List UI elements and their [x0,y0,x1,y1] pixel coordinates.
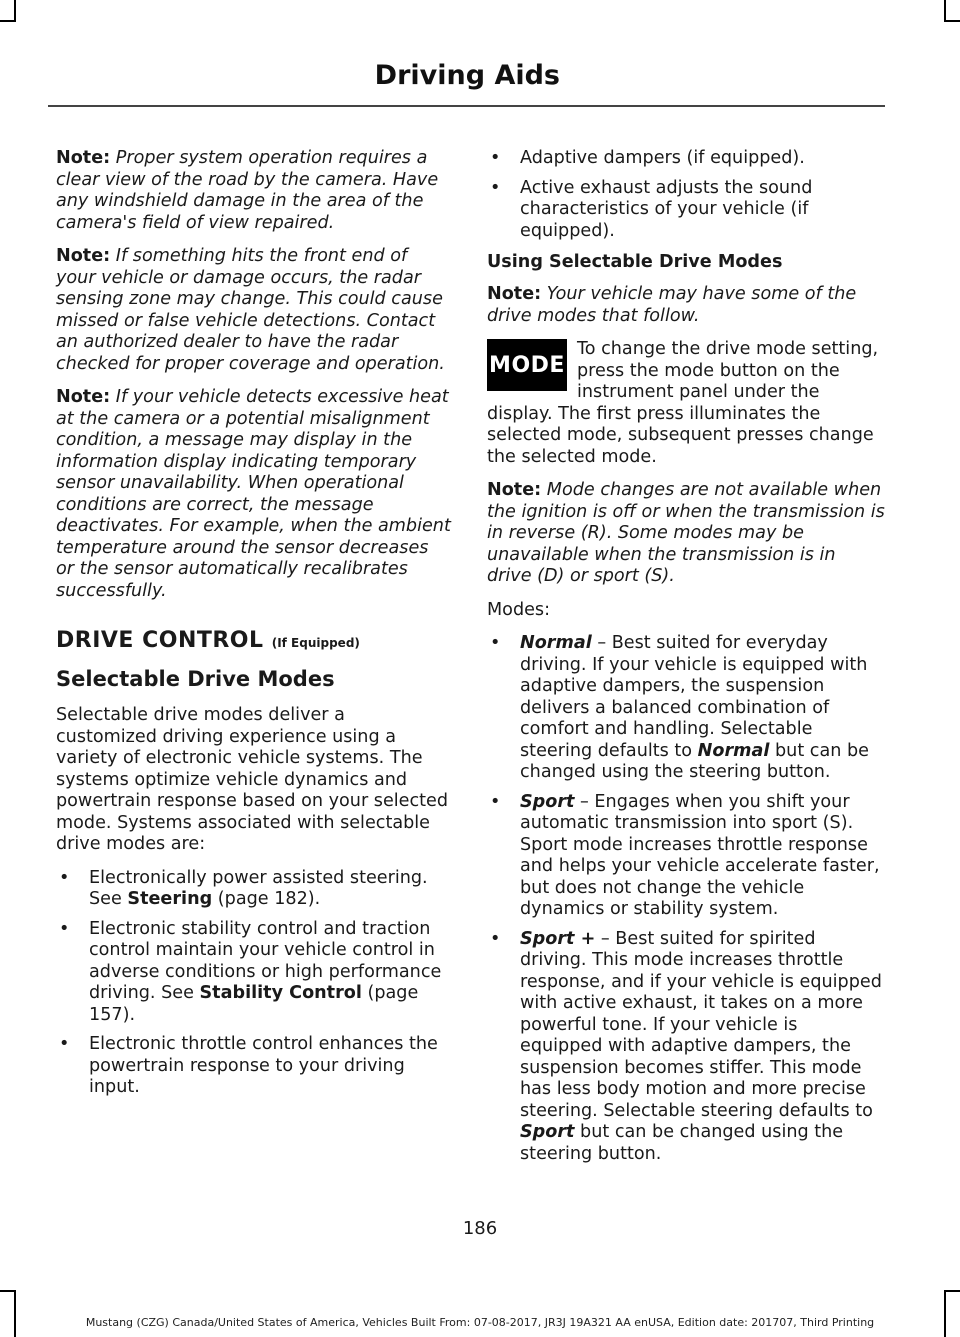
right-column [487,148,885,1175]
using-modes-heading: Using Selectable Drive Modes [487,252,783,272]
note-radar-damage [56,246,451,375]
header-divider [48,105,885,107]
note-text: Your vehicle may have some of the drive modes that follow. [487,284,857,326]
mode-instructions: To change the drive mode setting, press the mode button on the instrument panel under the display. The first press illuminates the selected mode, subsequent presses change the selected mode. [487,339,879,467]
note-excessive-heat [56,387,451,602]
note-label: Note: [56,148,111,168]
stability-control-link[interactable]: Stability Control [199,983,362,1003]
note-camera-view [56,148,451,234]
list-item-text: Electronic stability control and traction control maintain your vehicle control in adverse conditions or high performance driving. See [89,918,442,1003]
note-label: Note: [56,387,111,407]
page-header-title: Driving Aids [374,60,560,91]
mode-description-tail: but can be changed using the steering button. [520,1122,844,1164]
mode-name: Normal [520,633,592,653]
crop-mark-top-left-h [0,20,14,22]
modes-list [487,633,885,1165]
note-label: Note: [56,246,111,266]
mode-item-normal [487,633,885,784]
steering-link[interactable]: Steering [127,889,213,909]
mode-description: – Best suited for spirited driving. This mode increases throttle response, and if your vehicle is equipped with active exhaust, it takes on a more powerful tone. If your vehicle is equipped with adaptive dampers, the suspension becomes stiffer. This mode has less body motion and more precise steering. Selectable steering defaults to [520,928,882,1121]
mode-item-sport [487,792,885,921]
section-title [56,628,451,653]
mode-description-tail: but can be changed using the steering button. [520,740,869,782]
systems-list-continued [487,148,885,242]
list-item [56,919,451,1027]
crop-mark-bottom-right-h [946,1290,960,1292]
list-item: • Active exhaust adjusts the sound characteristics of your vehicle (if equipped). [487,178,885,243]
mode-inline-name: Sport [520,1122,575,1142]
crop-mark-top-right-h [946,20,960,22]
crop-mark-bottom-left [14,1290,16,1337]
list-item-text: Electronically power assisted steering. See [89,867,428,909]
page-number: 186 [462,1218,498,1239]
modes-label: Modes: [487,599,551,620]
note-label: Note: [487,480,542,500]
note-label: Note: [487,284,542,304]
mode-description: – Engages when you shift your automatic transmission into sport (S). Sport mode increases throttle response and helps your vehicle accelerate faster, but does not change the vehicle dynamics or stability system. [520,791,880,919]
section-qualifier: (If Equipped) [271,636,360,650]
mode-inline-name: Normal [697,740,770,761]
page-ref: (page 182). [212,889,321,909]
crop-mark-top-right [944,0,946,22]
list-item: • Adaptive dampers (if equipped). [487,148,885,170]
note-mode-availability [487,480,885,588]
page-footer: Mustang (CZG) Canada/United States of America, Vehicles Built From: 07-08-2017, JR3J 19A321 AA enUSA, Edition date: 201707, Third Printing [85,1316,875,1329]
note-text: If your vehicle detects excessive heat at the camera or a potential misalignment condition, a message may display in the information display indicating temporary sensor unavailability. When operational conditions are correct, the message deactivates. For example, when the ambient temperature around the sensor decreases or the sensor automatically recalibrates successfully. [56,387,451,601]
list-item [56,868,451,911]
mode-name: Sport [520,791,575,812]
crop-mark-bottom-left-h [0,1290,14,1292]
subsection-title: Selectable Drive Modes [56,667,335,691]
note-text: Mode changes are not available when the ignition is off or when the transmission is in reverse (R). Some modes may be unavailable when the transmission is in drive (D) or sport (S). [487,480,885,586]
list-item-text: Electronic throttle control enhances the powertrain response to your driving input. [89,1034,438,1097]
mode-button-paragraph [487,339,885,480]
intro-paragraph: Selectable drive modes deliver a customized driving experience using a variety of electronic vehicle systems. The systems optimize vehicle dynamics and powertrain response based on your selected mode. Systems associated with selectable drive modes are: [56,705,449,854]
crop-mark-top-left [14,0,16,22]
page-ref: (page 157). [89,983,419,1025]
note-some-modes [487,284,885,327]
systems-list [56,868,451,1099]
section-title-text: DRIVE CONTROL [56,628,264,653]
note-text: Proper system operation requires a clear view of the road by the camera. Have any windshield damage in the area of the camera's field of view repaired. [56,148,439,233]
mode-item-sport-plus [487,929,885,1166]
crop-mark-bottom-right [944,1290,946,1337]
note-text: If something hits the front end of your vehicle or damage occurs, the radar sensing zone may change. This could cause missed or false vehicle detections. Contact an authorized dealer to have the radar checked for proper coverage and operation. [56,246,445,374]
left-column [56,148,451,1109]
mode-name: Sport + [520,928,596,949]
list-item [56,1034,451,1099]
mode-description: – Best suited for everyday driving. If your vehicle is equipped with adaptive dampers, the suspension delivers a balanced combination of comfort and handling. Selectable steering defaults to [520,633,868,761]
mode-button-icon: MODE [487,339,567,391]
